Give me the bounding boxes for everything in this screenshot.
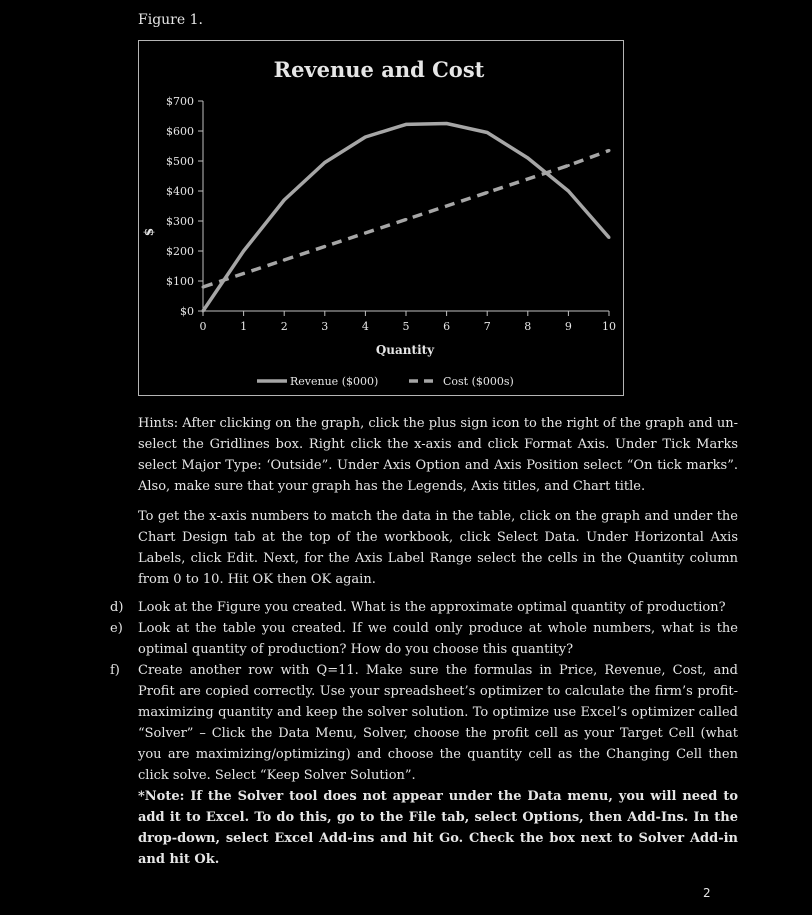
cost-point xyxy=(526,178,529,181)
question-item xyxy=(110,597,738,618)
x-tick-label: 3 xyxy=(321,320,329,333)
x-axis[interactable] xyxy=(200,311,617,333)
question-text: Create another row with Q=11. Make sure the formulas in Price, Revenue, Cost, and Profit are copied correctly. Use your spreadsheet’s optimizer to calculate the firm’s profit-maximizing quantity and keep the solver solution. To optimize use Excel’s optimizer called “Solver” – Click the Data Menu, Solver, choose the profit cell as your Target Cell (what you are maximizing/optimizing) and choose the quantity cell as the Changing Cell then click solve. Select “Keep Solver Solution”. xyxy=(138,663,738,783)
question-item xyxy=(110,618,738,660)
question-item xyxy=(110,660,738,786)
question-text: Look at the Figure you created. What is the approximate optimal quantity of production? xyxy=(138,600,726,615)
revenue-point xyxy=(526,157,529,160)
y-tick-label: $100 xyxy=(166,275,194,288)
revenue-point xyxy=(323,161,326,164)
cost-point xyxy=(486,191,489,194)
figure-label: Figure 1. xyxy=(138,12,203,28)
y-tick-label: $400 xyxy=(166,185,194,198)
cost-point xyxy=(202,286,205,289)
y-tick-label: $200 xyxy=(166,245,194,258)
chart-title: Revenue and Cost xyxy=(273,57,485,82)
question-list xyxy=(110,597,738,786)
hints-paragraph-1 xyxy=(138,413,738,497)
revenue-point xyxy=(567,190,570,193)
question-text: Look at the table you created. If we could only produce at whole numbers, what is the optimal quantity of production? How do you choose this quantity? xyxy=(138,621,738,657)
page-number: 2 xyxy=(703,886,711,900)
y-tick-label: $300 xyxy=(166,215,194,228)
revenue-point xyxy=(486,131,489,134)
y-tick-label: $600 xyxy=(166,125,194,138)
chart-canvas xyxy=(139,41,623,395)
question-letter: d) xyxy=(110,600,124,615)
cost-point xyxy=(283,259,286,262)
x-tick-label: 5 xyxy=(402,320,410,333)
cost-point xyxy=(242,272,245,275)
revenue-point xyxy=(202,310,205,313)
x-axis-title: Quantity xyxy=(375,343,435,357)
y-axis[interactable] xyxy=(166,95,203,318)
x-tick-label: 7 xyxy=(483,320,491,333)
solver-note: *Note: If the Solver tool does not appear under the Data menu, you will need to add it to Excel. To do this, go to the File tab, select Options, then Add-Ins. In the drop-down, select Excel Add-ins and hit Go. Check the box next to Solver Add-in and hit Ok. xyxy=(138,789,738,867)
x-tick-label: 6 xyxy=(443,320,451,333)
hints-text-2: To get the x-axis numbers to match the data in the table, click on the graph and under the Chart Design tab at the top of the workbook, click Select Data. Under Horizontal Axis Labels, click Edit. Next, for the Axis Label Range select the cells in the Quantity column from 0 to 10. Hit OK then OK again. xyxy=(138,509,738,587)
y-tick-label: $0 xyxy=(180,305,194,318)
revenue-point xyxy=(608,236,611,239)
cost-point xyxy=(405,218,408,221)
question-letter: f) xyxy=(110,663,120,678)
cost-point xyxy=(364,232,367,235)
revenue-point xyxy=(242,250,245,253)
legend-revenue-label: Revenue ($000) xyxy=(290,375,379,388)
cost-point xyxy=(608,149,611,152)
revenue-point xyxy=(283,199,286,202)
x-tick-label: 10 xyxy=(602,320,616,333)
chart-legend[interactable] xyxy=(257,375,514,388)
x-tick-label: 9 xyxy=(564,320,572,333)
revenue-point xyxy=(405,123,408,126)
cost-point xyxy=(323,245,326,248)
revenue-point xyxy=(445,122,448,125)
series-layer xyxy=(202,122,611,313)
cost-point xyxy=(567,164,570,167)
revenue-cost-chart[interactable] xyxy=(138,40,624,396)
y-tick-label: $500 xyxy=(166,155,194,168)
x-tick-label: 4 xyxy=(361,320,369,333)
revenue-point xyxy=(364,136,367,139)
hints-text-1: Hints: After clicking on the graph, click the plus sign icon to the right of the graph and un-select the Gridlines box. Right click the x-axis and click Format Axis. Under Tick Marks select Major Type: ‘Outside”. Under Axis Option and Axis Position select “On tick marks”. Also, make sure that your graph has the Legends, Axis titles, and Chart title. xyxy=(138,416,738,494)
x-tick-label: 2 xyxy=(280,320,288,333)
cost-point xyxy=(445,205,448,208)
legend-cost-label: Cost ($000s) xyxy=(443,375,514,388)
x-tick-label: 0 xyxy=(199,320,207,333)
y-tick-label: $700 xyxy=(166,95,194,108)
hints-paragraph-2 xyxy=(138,506,738,590)
x-tick-label: 8 xyxy=(524,320,532,333)
y-axis-title: $ xyxy=(142,227,156,237)
question-letter: e) xyxy=(110,621,123,636)
revenue-series-line[interactable] xyxy=(203,124,609,312)
x-tick-label: 1 xyxy=(240,320,248,333)
